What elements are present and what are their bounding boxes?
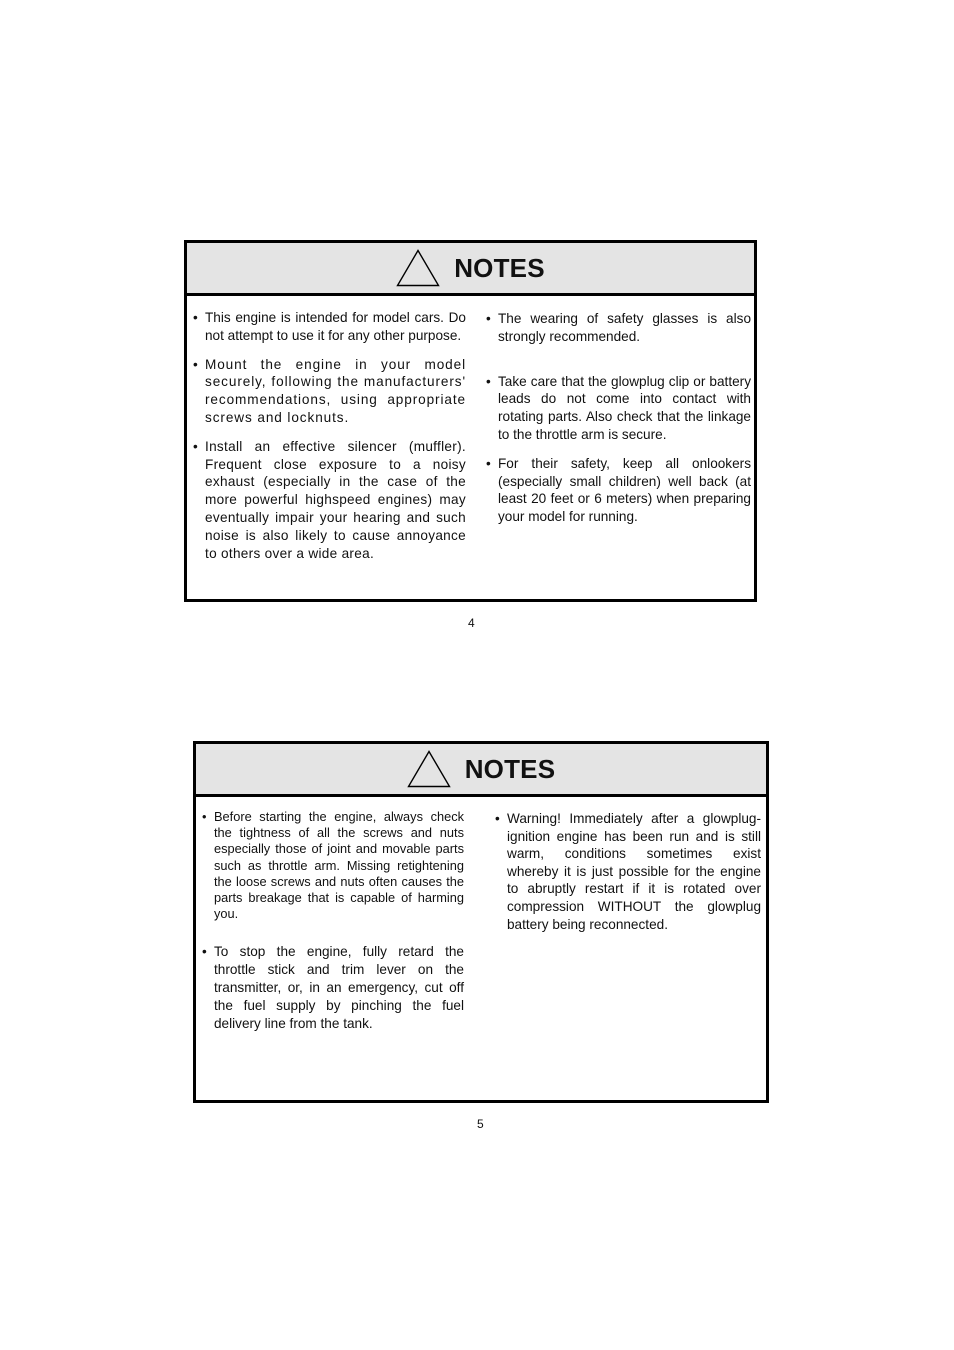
notes-header: [187, 243, 754, 296]
bullet: •: [486, 373, 491, 389]
note-text: For their safety, keep all onlookers (especially small children) well back (at least 20 feet or 6 meters) when preparing your model for running.: [498, 455, 751, 525]
note-item: [193, 438, 466, 563]
warning-triangle-icon: [396, 249, 440, 287]
note-item: [193, 309, 466, 345]
note-item: [486, 310, 751, 346]
note-item: [202, 943, 464, 1032]
bullet: •: [202, 944, 207, 960]
bullet: •: [486, 455, 491, 471]
note-item: [193, 356, 466, 427]
note-item: [486, 455, 751, 526]
bullet: •: [193, 310, 198, 325]
notes-title: NOTES: [464, 753, 556, 784]
warning-triangle-icon: [407, 750, 451, 788]
note-item: [202, 809, 464, 922]
page-number: 4: [468, 616, 475, 630]
notes-box-page-4: [184, 240, 757, 602]
note-item: [495, 810, 761, 933]
page-number: 5: [477, 1117, 484, 1131]
bullet: •: [495, 811, 500, 826]
note-text: Install an effective silencer (muffler). Frequent close exposure to a noisy exhaust (especially in the case of the more powerful highspeed engines) may eventually impair your hearing and such noise is also likely to cause annoyance to others over a wide area.: [205, 438, 466, 561]
note-text: Mount the engine in your model securely, following the manufacturers' recommendations, using appropriate screws and locknuts.: [205, 356, 466, 425]
note-text: This engine is intended for model cars. Do not attempt to use it for any other purpose.: [205, 310, 466, 343]
bullet: •: [193, 438, 198, 454]
note-item: [486, 373, 751, 444]
bullet: •: [202, 809, 207, 824]
note-text: Warning! Immediately after a glowplug-ignition engine has been run and is still warm, conditions sometimes exist whereby it is just possible for the engine to abruptly restart if it is rotated over compression WITHOUT the glowplug battery being reconnected.: [507, 811, 761, 932]
note-text: The wearing of safety glasses is also strongly recommended.: [498, 311, 751, 344]
bullet: •: [193, 356, 198, 372]
bullet: •: [486, 311, 491, 326]
notes-box-page-5: [193, 741, 769, 1103]
note-text: Take care that the glowplug clip or battery leads do not come into contact with rotating parts. Also check that the linkage to the throttle arm is secure.: [498, 373, 751, 442]
note-text: Before starting the engine, always check the tightness of all the screws and nuts especially those of joint and movable parts such as throttle arm. Missing retightening the loose screws and nuts often causes the parts breakage that is capable of harming you.: [214, 809, 464, 922]
note-text: To stop the engine, fully retard the throttle stick and trim lever on the transmitter, or, in an emergency, cut off the fuel supply by pinching the fuel delivery line from the tank.: [214, 944, 464, 1031]
notes-header: [196, 744, 766, 797]
notes-title: NOTES: [454, 252, 545, 283]
